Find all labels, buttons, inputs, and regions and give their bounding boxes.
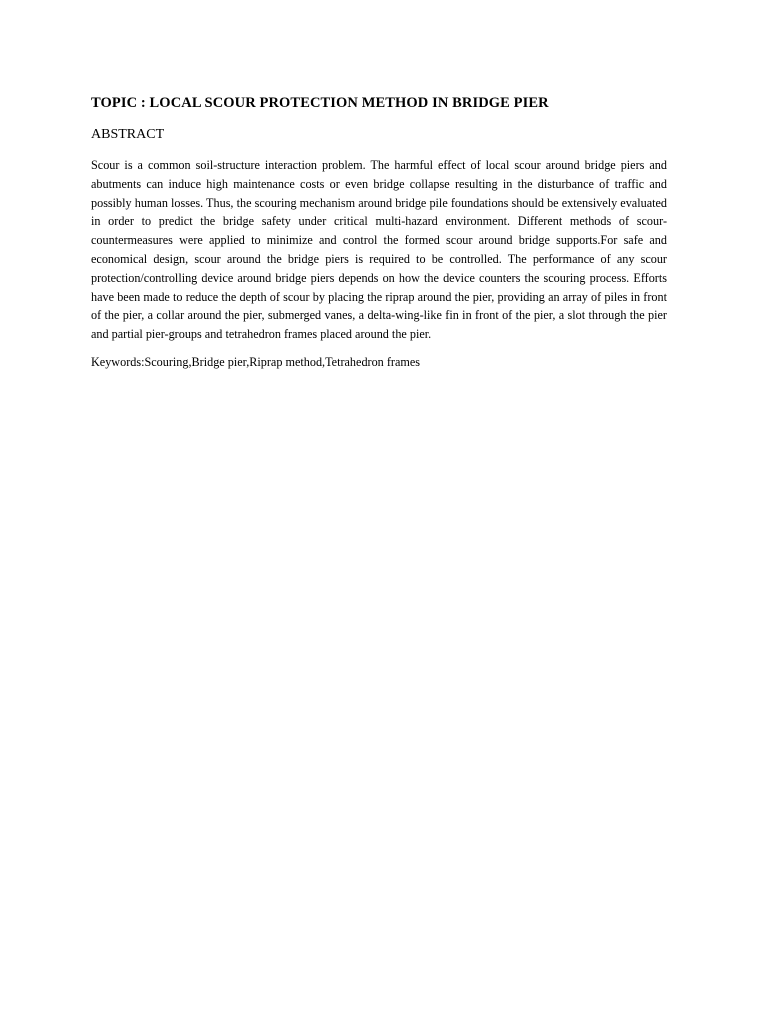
abstract-paragraph: Scour is a common soil-structure interaction problem. The harmful effect of local scour around bridge piers and abutments can induce high maintenance costs or even bridge collapse resulting in the disturbance of traffic and possibly human losses. Thus, the scouring mechanism around bridge pile foundations should be extensively evaluated in order to predict the bridge safety under critical multi-hazard environment. Different methods of scour-countermeasures were applied to minimize and control the formed scour around bridge supports.For safe and economical design, scour around the bridge piers is required to be controlled. The performance of any scour protection/controlling device around bridge piers depends on how the device counters the scouring process. Efforts have been made to reduce the depth of scour by placing the riprap around the pier, providing an array of piles in front of the pier, a collar around the pier, submerged vanes, a delta-wing-like fin in front of the pier, a slot through the pier and partial pier-groups and tetrahedron frames placed around the pier.: [91, 158, 667, 342]
document-content: [91, 94, 667, 371]
document-title: TOPIC : LOCAL SCOUR PROTECTION METHOD IN BRIDGE PIER: [91, 95, 549, 111]
keywords-line: Keywords:Scouring,Bridge pier,Riprap method,Tetrahedron frames: [91, 354, 420, 369]
abstract-heading: ABSTRACT: [91, 127, 165, 142]
